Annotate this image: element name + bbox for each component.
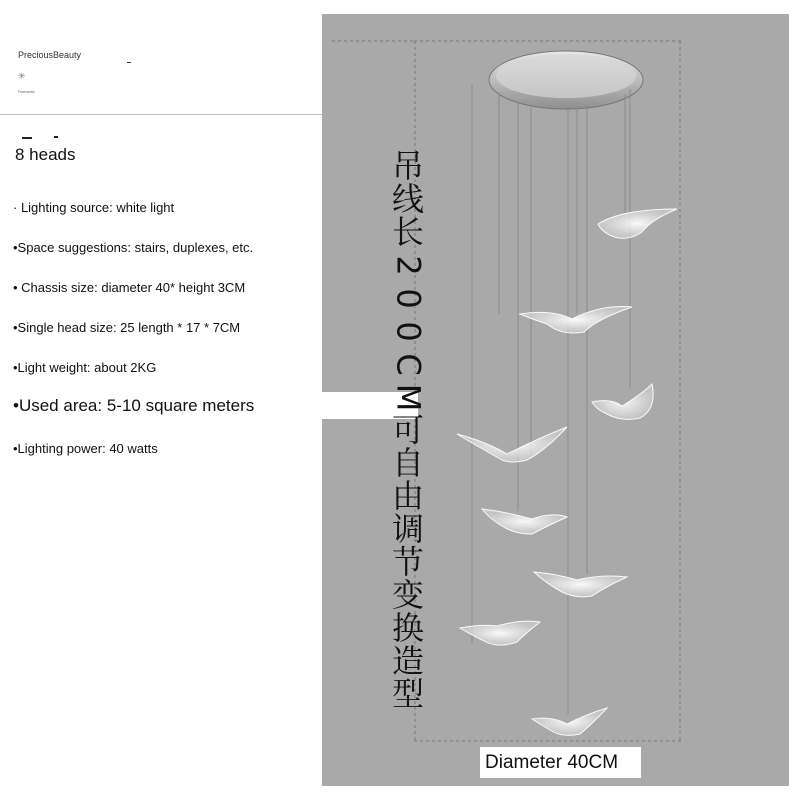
caption-char: 吊	[391, 147, 424, 185]
caption-char: 由	[391, 477, 424, 515]
caption-char: 自	[391, 444, 424, 482]
caption-char: 调	[391, 510, 424, 548]
spec-used-area: •Used area: 5-10 square meters	[13, 396, 255, 415]
caption-char: 0	[389, 288, 428, 309]
caption-char: 型	[391, 675, 424, 713]
caption-char: C	[389, 353, 428, 376]
caption-char: M	[389, 383, 428, 412]
caption-char: 可	[391, 411, 424, 449]
caption-char: 造	[391, 642, 424, 680]
spec-head-size: •Single head size: 25 length * 17 * 7CM	[13, 320, 241, 335]
caption-char: 节	[391, 543, 424, 581]
heads-count: 8 heads	[15, 145, 76, 164]
diameter-label: Diameter 40CM	[480, 747, 641, 778]
hanging-wire-caption	[388, 147, 428, 713]
brand-tagline: Romantic	[18, 89, 35, 94]
spec-lighting-source: · Lighting source: white light	[13, 200, 175, 215]
caption-char: 线	[391, 180, 424, 218]
brand-header	[0, 0, 322, 115]
decor-tick	[54, 136, 58, 138]
caption-char: 0	[389, 321, 428, 342]
brand-dash	[127, 62, 131, 63]
spec-light-weight: •Light weight: about 2KG	[13, 360, 157, 375]
brand-name: PreciousBeauty	[18, 50, 82, 60]
star-icon: ✳	[18, 71, 26, 81]
caption-char: 换	[391, 609, 424, 647]
spec-lighting-power: •Lighting power: 40 watts	[13, 441, 158, 456]
caption-char: 变	[391, 576, 424, 614]
caption-char: 长	[391, 213, 424, 251]
caption-char: 2	[389, 255, 428, 276]
spec-chassis-size: • Chassis size: diameter 40* height 3CM	[13, 280, 246, 295]
spec-space-suggestions: •Space suggestions: stairs, duplexes, etc.	[13, 240, 254, 255]
decor-tick	[22, 137, 32, 139]
